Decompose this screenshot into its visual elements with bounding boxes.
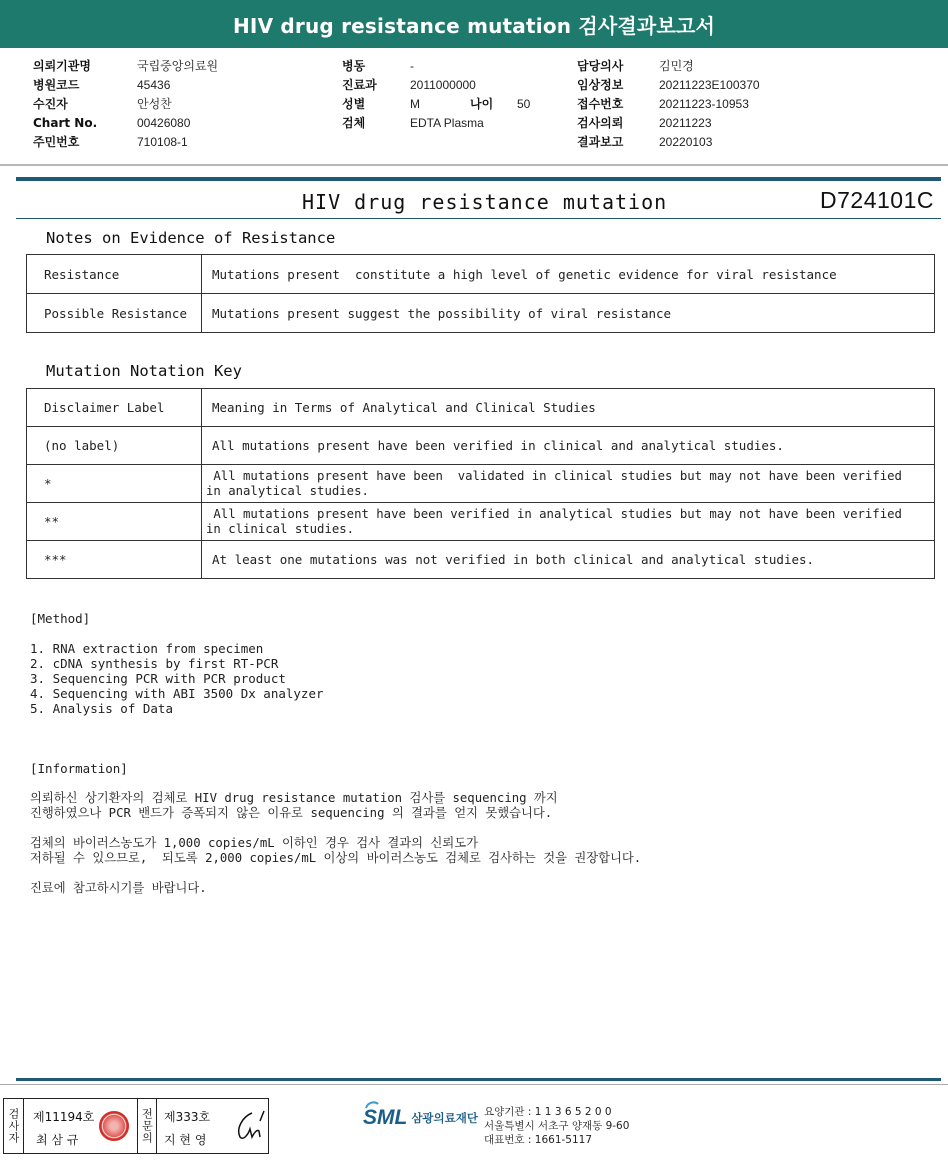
org-code: 요양기관 : 1 1 3 6 5 2 0 0	[484, 1106, 612, 1118]
age-value: 50	[517, 96, 531, 111]
method-step: 3. Sequencing PCR with PCR product	[30, 671, 286, 686]
info-row	[577, 94, 760, 113]
notes-label: Possible Resistance	[27, 294, 202, 333]
info-row	[33, 132, 218, 151]
method-heading: [Method]	[30, 611, 91, 626]
info-row	[342, 113, 530, 132]
info-row	[577, 132, 760, 151]
info-column-right	[577, 56, 760, 151]
key-label: **	[27, 503, 202, 541]
information-paragraph: 의뢰하신 상기환자의 검체로 HIV drug resistance mutation 검사를 sequencing 까지 진행하였으나 PCR 밴드가 증폭되지 않은 이유로 sequencing 의 결과를 얻지 못했습니다.	[30, 791, 558, 820]
org-phone: 대표번호 : 1661-5117	[484, 1134, 593, 1146]
information-heading: [Information]	[30, 761, 128, 776]
info-value: 20211223-10953	[659, 96, 749, 111]
patient-info	[0, 48, 948, 164]
inspector-label-text: 검사자	[7, 1108, 20, 1144]
info-value: EDTA Plasma	[410, 115, 484, 130]
report-top-rule	[16, 177, 941, 181]
key-label: (no label)	[27, 427, 202, 465]
specialist-number: 제333호	[164, 1110, 211, 1124]
info-value: 20211223E100370	[659, 77, 760, 92]
key-section-title: Mutation Notation Key	[46, 362, 242, 380]
info-row	[33, 113, 218, 132]
method-step: 4. Sequencing with ABI 3500 Dx analyzer	[30, 686, 324, 701]
footer-divider	[0, 1084, 948, 1085]
info-label: 진료과	[342, 78, 377, 92]
info-value: 국립중앙의료원	[137, 59, 219, 73]
info-row	[577, 113, 760, 132]
info-row	[33, 75, 218, 94]
info-value: 2011000000	[410, 77, 476, 92]
info-label: 주민번호	[33, 135, 80, 149]
key-label: Disclaimer Label	[27, 389, 202, 427]
table-row	[27, 465, 935, 503]
info-row	[342, 56, 530, 75]
logo-mark-icon	[365, 1100, 379, 1114]
info-label: 임상정보	[577, 78, 624, 92]
method-step: 5. Analysis of Data	[30, 701, 173, 716]
specialist-name: 지 현 영	[164, 1133, 207, 1147]
info-label: 성별	[342, 97, 366, 111]
seal-stamp-icon	[99, 1111, 129, 1141]
info-label: 병동	[342, 59, 366, 73]
info-label: 의뢰기관명	[33, 59, 91, 73]
info-value: 45436	[137, 77, 171, 92]
notes-text: Mutations present suggest the possibility of viral resistance	[202, 294, 935, 333]
table-row	[27, 541, 935, 579]
method-step: 2. cDNA synthesis by first RT-PCR	[30, 656, 279, 671]
report-banner-title: HIV drug resistance mutation 검사결과보고서	[0, 0, 948, 48]
report-title: HIV drug resistance mutation	[302, 190, 668, 214]
age-label: 나이	[470, 97, 494, 111]
info-value: 00426080	[137, 115, 191, 130]
info-label: 검사의뢰	[577, 116, 624, 130]
logo-text: SML	[363, 1106, 408, 1129]
info-column-middle	[342, 56, 530, 132]
specialist-label	[137, 1099, 157, 1153]
info-column-left	[33, 56, 218, 151]
notes-table	[26, 254, 935, 333]
info-label: 수진자	[33, 97, 68, 111]
information-paragraph: 진료에 참고하시기를 바랍니다.	[30, 881, 207, 895]
info-row	[342, 94, 530, 113]
key-label: *	[27, 465, 202, 503]
inspector-name: 최 삼 규	[36, 1133, 79, 1147]
header-divider	[0, 164, 948, 166]
info-label: 검체	[342, 116, 366, 130]
table-row	[27, 503, 935, 541]
info-row	[33, 94, 218, 113]
table-row	[27, 294, 935, 333]
info-row	[342, 75, 530, 94]
org-address: 서울특별시 서초구 양재동 9-60	[484, 1120, 630, 1132]
table-row	[27, 255, 935, 294]
org-name: 삼광의료재단	[411, 1111, 478, 1125]
info-value: M	[410, 96, 420, 111]
notes-label: Resistance	[27, 255, 202, 294]
info-value: 20220103	[659, 134, 713, 149]
info-value: -	[410, 58, 414, 73]
info-label: 접수번호	[577, 97, 624, 111]
specialist-label-text: 전문의	[140, 1108, 154, 1144]
key-text: Meaning in Terms of Analytical and Clinical Studies	[202, 389, 935, 427]
key-text: All mutations present have been validated in clinical studies but may not have been verified in analytical studies.	[202, 465, 935, 503]
signature-icon	[230, 1107, 268, 1145]
info-value: 20211223	[659, 115, 712, 130]
info-value: 안성찬	[137, 97, 172, 111]
info-label: 결과보고	[577, 135, 624, 149]
table-row	[27, 427, 935, 465]
info-value: 김민경	[659, 59, 694, 73]
key-text: All mutations present have been verified in analytical studies but may not have been verified in clinical studies.	[202, 503, 935, 541]
info-label: Chart No.	[33, 115, 98, 130]
key-label: ***	[27, 541, 202, 579]
method-step: 1. RNA extraction from specimen	[30, 641, 264, 656]
notes-section-title: Notes on Evidence of Resistance	[46, 229, 336, 247]
notes-text: Mutations present constitute a high level of genetic evidence for viral resistance	[202, 255, 935, 294]
inspector-number: 제11194호	[33, 1110, 95, 1124]
info-label: 병원코드	[33, 78, 80, 92]
info-label: 담당의사	[577, 59, 624, 73]
info-row	[577, 56, 760, 75]
inspector-label	[4, 1099, 24, 1153]
report-code: D724101C	[820, 187, 934, 213]
key-table	[26, 388, 935, 579]
report-title-rule	[16, 218, 941, 219]
signature-box	[3, 1098, 269, 1154]
org-info	[484, 1105, 629, 1147]
info-value: 710108-1	[137, 134, 188, 149]
footer-rule	[16, 1078, 941, 1081]
info-row	[33, 56, 218, 75]
info-row	[577, 75, 760, 94]
sml-logo	[363, 1106, 478, 1130]
table-row	[27, 389, 935, 427]
key-text: All mutations present have been verified in clinical and analytical studies.	[202, 427, 935, 465]
information-paragraph: 검체의 바이러스농도가 1,000 copies/mL 이하인 경우 검사 결과의 신뢰도가 저하될 수 있으므로, 되도록 2,000 copies/mL 이상의 바이러스농도 검체로 검사하는 것을 권장합니다.	[30, 836, 642, 865]
key-text: At least one mutations was not verified in both clinical and analytical studies.	[202, 541, 935, 579]
